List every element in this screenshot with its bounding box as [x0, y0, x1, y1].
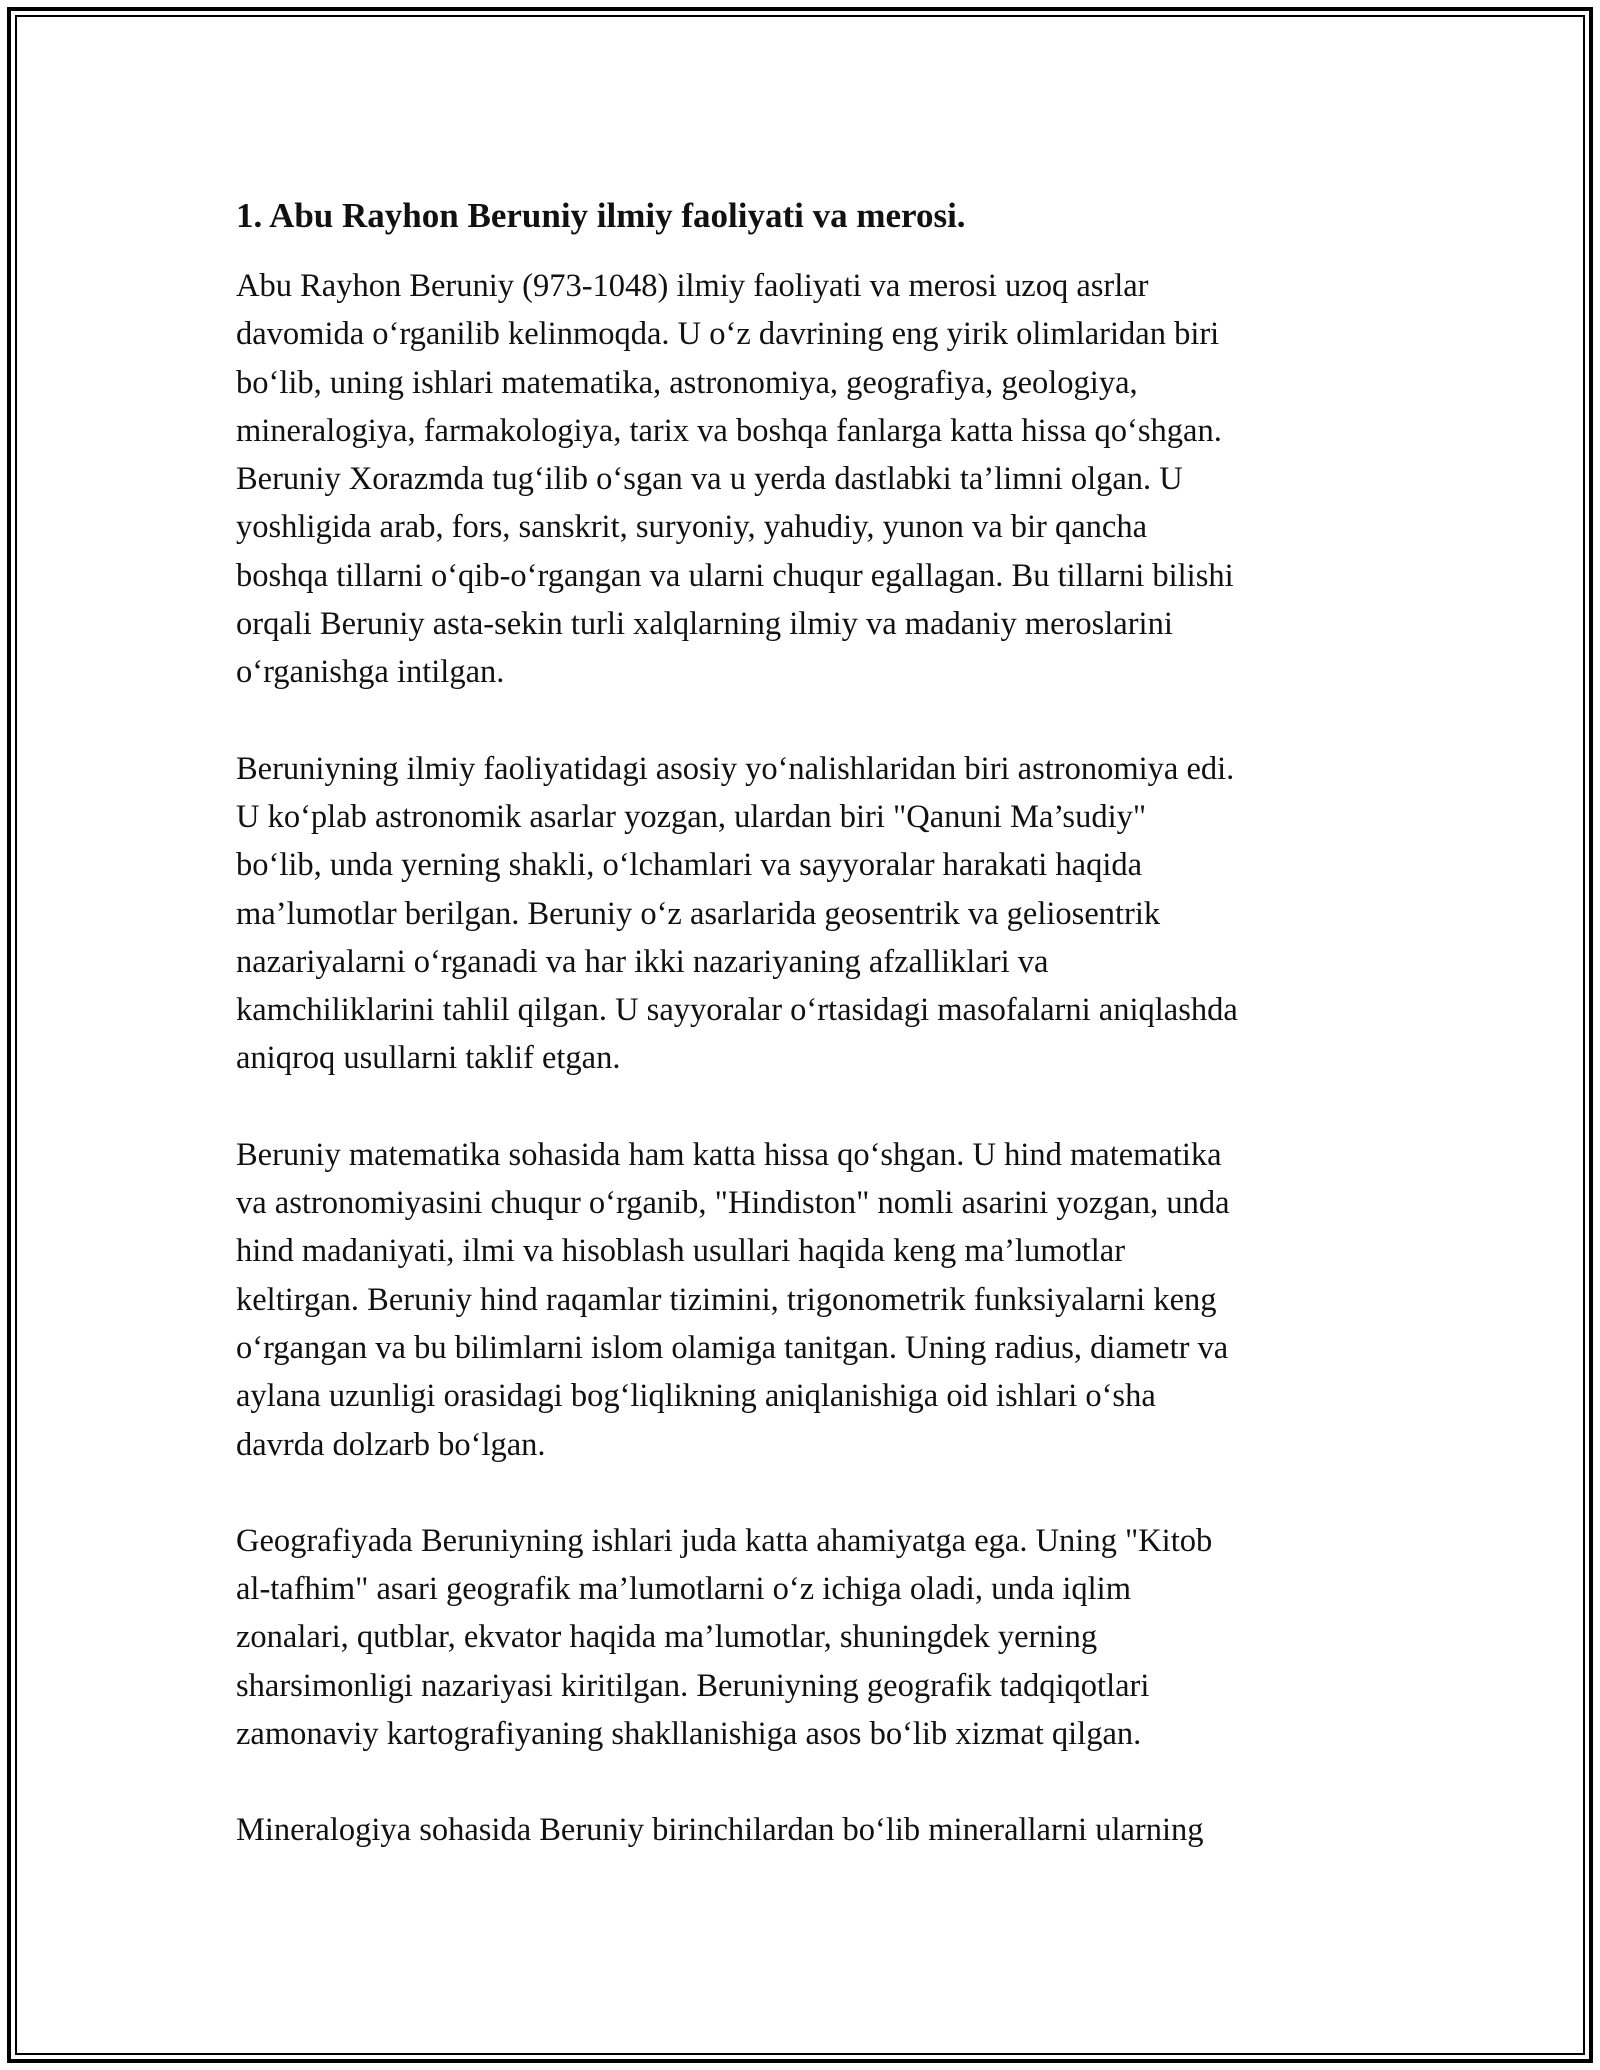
- paragraph-line: keltirgan. Beruniy hind raqamlar tizimini, trigonometrik funksiyalarni keng: [236, 1281, 1217, 1318]
- paragraph-line: aylana uzunligi orasidagi bog‘liqlikning aniqlanishiga oid ishlari o‘sha: [236, 1378, 1156, 1415]
- paragraph-line: o‘rganishga intilgan.: [236, 654, 505, 691]
- paragraph-line: Beruniy Xorazmda tug‘ilib o‘sgan va u yerda dastlabki ta’limni olgan. U: [236, 461, 1183, 498]
- document-title: 1. Abu Rayhon Beruniy ilmiy faoliyati va merosi.: [236, 196, 966, 235]
- paragraph-line: mineralogiya, farmakologiya, tarix va boshqa fanlarga katta hissa qo‘shgan.: [236, 412, 1222, 449]
- paragraph-line: davrda dolzarb bo‘lgan.: [236, 1426, 546, 1463]
- paragraph: [236, 1131, 1396, 1469]
- paragraph-line: o‘rgangan va bu bilimlarni islom olamiga tanitgan. Uning radius, diametr va: [236, 1329, 1229, 1366]
- paragraph-line: boshqa tillarni o‘qib-o‘rgangan va ularni chuqur egallagan. Bu tillarni bilishi: [236, 557, 1234, 594]
- paragraph: [236, 1517, 1396, 1758]
- paragraph-line: orqali Beruniy asta-sekin turli xalqlarning ilmiy va madaniy meroslarini: [236, 606, 1173, 643]
- paragraph-line: Mineralogiya sohasida Beruniy birinchilardan bo‘lib minerallarni ularning: [236, 1812, 1204, 1849]
- paragraph-line: Geografiyada Beruniyning ishlari juda katta ahamiyatga ega. Uning "Kitob: [236, 1522, 1213, 1559]
- paragraph: [236, 745, 1396, 1083]
- paragraph-line: bo‘lib, uning ishlari matematika, astronomiya, geografiya, geologiya,: [236, 364, 1138, 401]
- paragraph-line: zonalari, qutblar, ekvator haqida ma’lumotlar, shuningdek yerning: [236, 1619, 1098, 1656]
- paragraph: [236, 262, 1396, 697]
- paragraph-line: davomida o‘rganilib kelinmoqda. U o‘z davrining eng yirik olimlaridan biri: [236, 316, 1220, 353]
- paragraph-line: Beruniyning ilmiy faoliyatidagi asosiy yo‘nalishlaridan biri astronomiya edi.: [236, 750, 1235, 787]
- document-body: [236, 190, 1396, 1903]
- paragraph-line: sharsimonligi nazariyasi kiritilgan. Beruniyning geografik tadqiqotlari: [236, 1667, 1150, 1704]
- paragraph-line: Beruniy matematika sohasida ham katta hissa qo‘shgan. U hind matematika: [236, 1136, 1222, 1173]
- paragraph-line: va astronomiyasini chuqur o‘rganib, "Hindiston" nomli asarini yozgan, unda: [236, 1185, 1230, 1222]
- paragraph-line: nazariyalarni o‘rganadi va har ikki nazariyaning afzalliklari va: [236, 943, 1049, 980]
- paragraph-line: bo‘lib, unda yerning shakli, o‘lchamlari va sayyoralar harakati haqida: [236, 847, 1143, 884]
- paragraph-line: hind madaniyati, ilmi va hisoblash usullari haqida keng ma’lumotlar: [236, 1233, 1126, 1270]
- paragraph-list: [236, 262, 1396, 1855]
- paragraph-line: al-tafhim" asari geografik ma’lumotlarni o‘z ichiga oladi, unda iqlim: [236, 1571, 1131, 1608]
- paragraph-line: U ko‘plab astronomik asarlar yozgan, ulardan biri "Qanuni Ma’sudiy": [236, 798, 1147, 835]
- paragraph-line: yoshligida arab, fors, sanskrit, suryoniy, yahudiy, yunon va bir qancha: [236, 509, 1148, 546]
- paragraph-line: Abu Rayhon Beruniy (973-1048) ilmiy faoliyati va merosi uzoq asrlar: [236, 268, 1149, 304]
- paragraph-line: zamonaviy kartografiyaning shakllanishiga asos bo‘lib xizmat qilgan.: [236, 1716, 1142, 1753]
- paragraph-line: ma’lumotlar berilgan. Beruniy o‘z asarlarida geosentrik va geliosentrik: [236, 895, 1161, 932]
- paragraph-line: kamchiliklarini tahlil qilgan. U sayyoralar o‘rtasidagi masofalarni aniqlashda: [236, 992, 1238, 1029]
- paragraph-line: aniqroq usullarni taklif etgan.: [236, 1040, 621, 1077]
- paragraph: [236, 1806, 1396, 1854]
